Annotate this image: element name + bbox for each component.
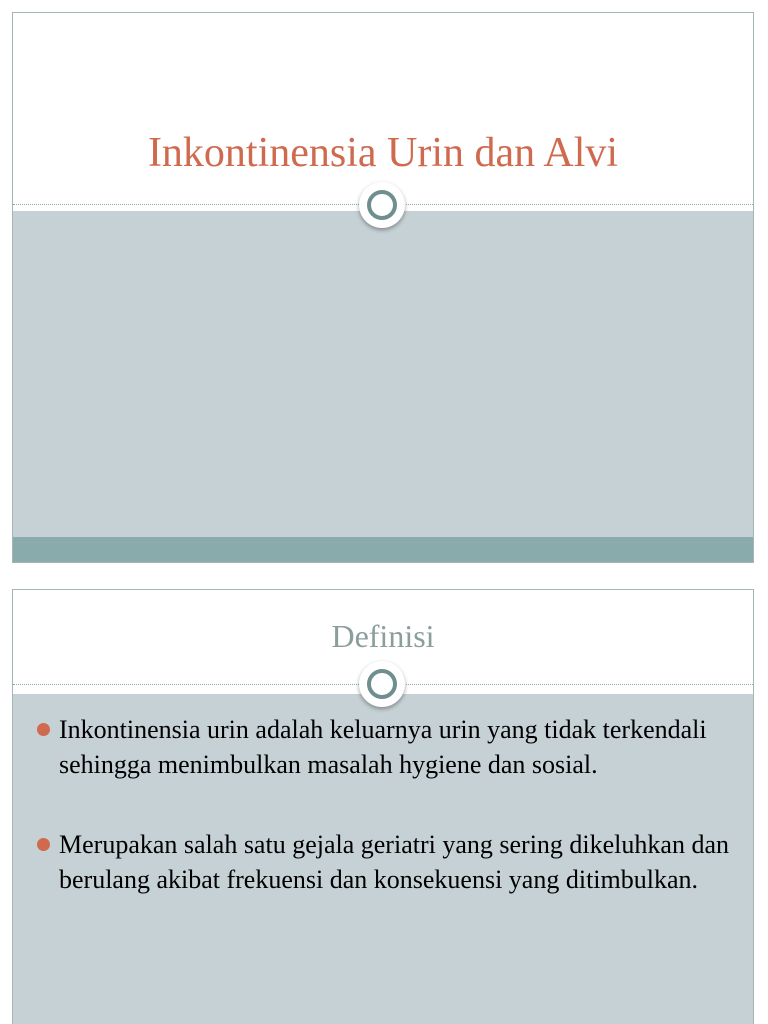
bullet-list bbox=[35, 712, 733, 942]
circle-ornament-icon bbox=[359, 182, 405, 228]
bullet-text: Inkontinensia urin adalah keluarnya urin yang tidak terkendali sehingga menimbulkan masalah hygiene dan sosial. bbox=[59, 715, 707, 779]
content-area bbox=[13, 211, 753, 537]
bullet-dot-icon bbox=[37, 838, 50, 851]
slide-definition bbox=[12, 589, 754, 1024]
slide-title: Definisi bbox=[331, 618, 435, 654]
circle-ornament-icon bbox=[359, 661, 405, 707]
title-area bbox=[13, 13, 753, 204]
footer-band bbox=[13, 537, 753, 563]
bullet-dot-icon bbox=[37, 723, 50, 736]
bullet-text: Merupakan salah satu gejala geriatri yang sering dikeluhkan dan berulang akibat frekuensi dan konsekuensi yang ditimbulkan. bbox=[59, 830, 729, 894]
slide-title-page bbox=[12, 12, 754, 563]
bullet-item bbox=[35, 827, 733, 897]
slide-title: Inkontinensia Urin dan Alvi bbox=[147, 130, 619, 176]
bullet-item bbox=[35, 712, 733, 782]
